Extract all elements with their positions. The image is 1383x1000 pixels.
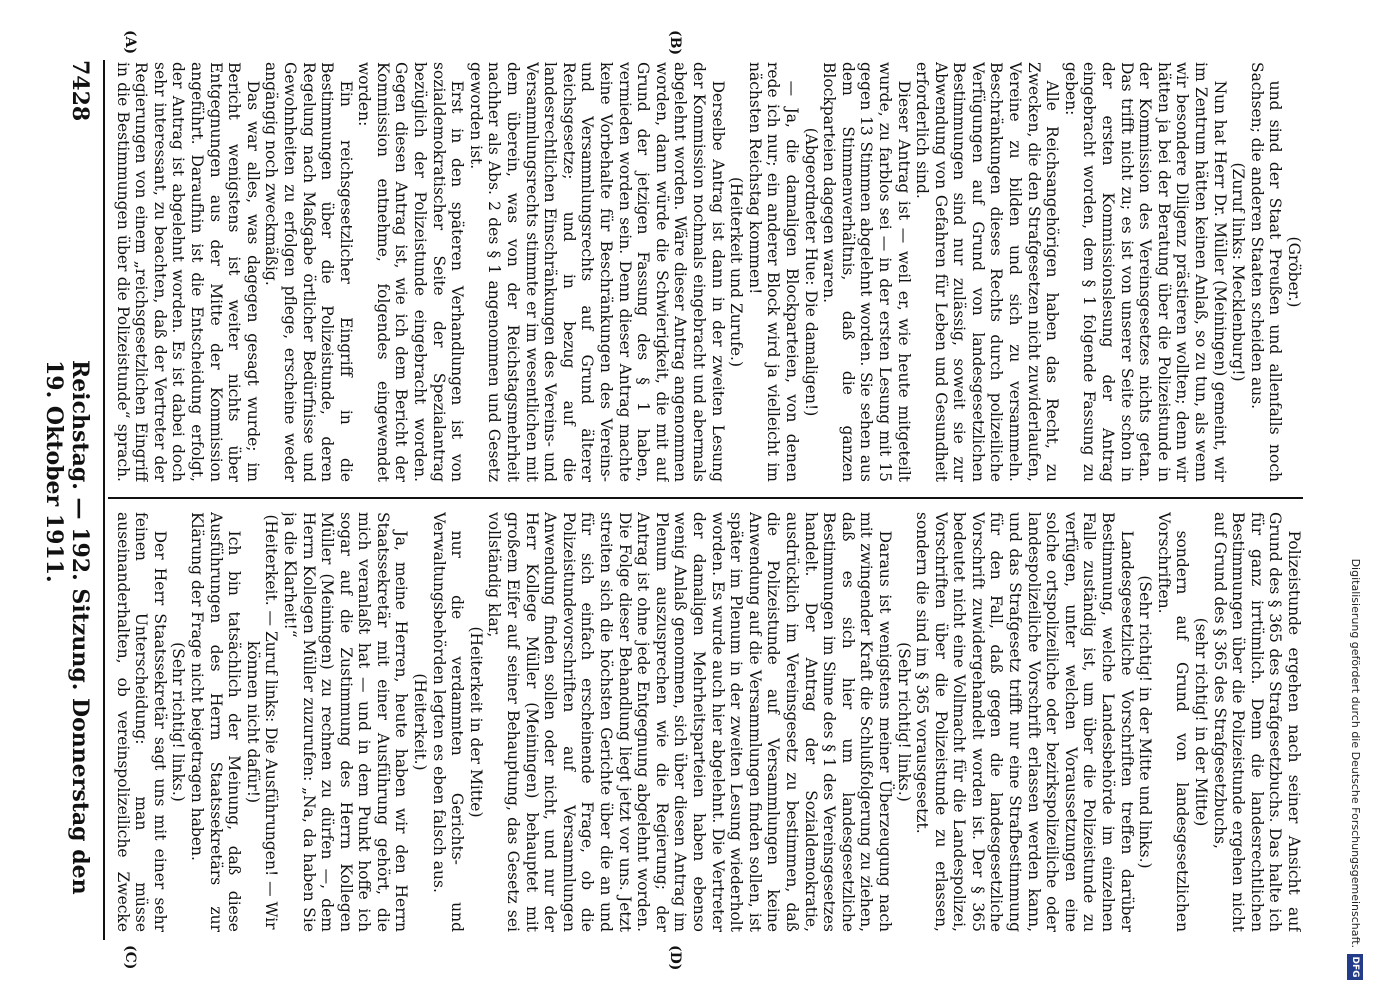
paragraph: — Ja, die damaligen Blockparteien, von denen rede ich nur; ein anderer Block wird ja vielleicht im nächsten Reichstag kommen! xyxy=(745,62,801,482)
paragraph: Ein reichsgesetzlicher Eingriff in die Bestimmungen über die Polizeistunde, deren Regelung nach Maßgabe örtlicher Bedürfnisse und Gewohnheiten zu erfolgen pflege, erscheine weder angängig noch zweckmäßig. xyxy=(262,62,355,482)
text-column-left xyxy=(113,62,1303,482)
paragraph: Nun hat Herr Dr. Müller (Meiningen) gemeint, wir im Zentrum hätten keinen Anlaß, so zu tun, als wenn wir besondere Diligenz prästieren wollten; denn wir hätten ja bei der Beratung über die Polizeistunde in der Kommission des Vereinsgesetzes nichts getan. Das trifft nicht zu; es ist von unserer Seite schon in der ersten Kommissionslesung der Antrag eingebracht worden, dem § 1 folgende Fassung zu geben: xyxy=(1061,62,1229,482)
margin-label-c: (C) xyxy=(122,945,138,970)
margin-label-d: (D) xyxy=(667,945,683,971)
paragraph: Ja, meine Herren, heute haben wir den Herrn Staatssekretär mit einer Ausführung gehört, die mich veranlaßt hat — und in dem Punkt hoffe ich sogar auf die Zustimmung des Herrn Kollegen Müller (Meiningen) zu rechnen zu dürfen —, dem Herrn Kollegen Müller zuzurufen: „Na, da haben Sie ja die Klarheit!“ xyxy=(280,512,411,932)
paragraph: Erst in den späteren Verhandlungen ist von sozialdemokratischer Seite der Spezialantrag bezüglich der Polizeistunde eingebracht worden. Gegen diesen Antrag ist, wie ich dem Bericht der Kommission entnehme, folgendes eingewendet worden: xyxy=(355,62,467,482)
paragraph: (Heiterkeit in der Mitte) xyxy=(466,626,485,818)
paragraph: (Heiterkeit.) xyxy=(411,673,430,771)
paragraph: (Abgeordneter Hue: Die damaligen!) xyxy=(801,127,820,417)
paragraph: Der Herr Staatssekretär sagt uns mit einer sehr feinen Unterscheidung: man müsse auseinanderhalten, ob vereinspolizeiliche Zwecke xyxy=(113,512,169,932)
paragraph: Derselbe Antrag ist dann in der zweiten Lesung der Kommission nochmals eingebracht und abermals abgelehnt worden. Wäre dieser Antrag angenommen worden, dann würde die Schwierigkeit, die mit auf Grund der jetzigen Fassung des § 1 haben, vermieden worden sein. Denn dieser Antrag machte keine Vorbehalte für Beschränkungen des Vereins- und Versammlungsrechts auf Grund älterer Reichsgesetze; und in bezug auf die landesrechtlichen Einschränkungen des Vereins- und Versammlungsrechts stimmte er im wesentlichen mit dem überein, was von der Reichstagsmehrheit nachher als Abs. 2 des § 1 angenommen und Gesetz geworden ist. xyxy=(466,62,727,482)
paragraph: (Heiterkeit und Zurufe.) xyxy=(727,176,746,368)
paragraph: nur die verdammten Gerichts- und Verwaltungsbehörden legten es eben falsch aus. xyxy=(429,512,467,932)
page-title: Reichstag. — 192. Sitzung. Donnerstag den 19. Oktober 1911. xyxy=(41,360,93,895)
paragraph: Das war alles, was dagegen gesagt wurde; im Bericht wenigstens ist weiter nichts über Entgegnungen aus der Mitte der Kommission angeführt. Daraufhin ist die Entscheidung erfolgt, der Antrag ist abgelehnt worden. Es ist dabei doch sehr interessant, zu beachten, daß der Vertreter der Regierungen von einem „reichsgesetzlichen Eingriff in die Bestimmungen über die Polizeistunde“ sprach. xyxy=(113,62,262,482)
paragraph: sondern auf Grund von landesgesetzlichen Vorschriften. xyxy=(1154,512,1192,932)
paragraph: (Sehr richtig! links.) xyxy=(894,642,913,802)
dfg-logo: DFG xyxy=(1347,954,1363,980)
paragraph: (sehr richtig! in der Mitte) xyxy=(1192,617,1211,827)
paragraph: (Heiterkeit. — Zuruf links: Die Ausführungen! — Wir können nicht dafür!) xyxy=(243,514,281,930)
paragraph: und sind der Staat Preußen und allenfalls noch Sachsen; die anderen Staaten scheiden aus. xyxy=(1247,62,1285,482)
paragraph: Dieser Antrag ist — weil er, wie heute mitgeteilt wurde, zu farblos sei — in der ersten Lesung mit 15 gegen 13 Stimmen abgelehnt worden. Sie sehen aus dem Stimmenverhältnis, daß die ganzen Blockparteien dagegen waren. xyxy=(820,62,913,482)
paragraph: Landesgesetzliche Vorschriften treffen darüber Bestimmung, welche Landesbehörde im einzelnen Falle zuständig ist, um über die Polizeistunde zu verfügen, unter welchen Voraussetzungen eine solche ortspolizeiliche oder bezirkspolizeiliche oder landespolizeiliche Vorschrift erlassen werden kann, und das Strafgesetz trifft nur eine Strafbestimmung für den Fall, daß gegen die landesgesetzliche Vorschrift zuwidergehandelt worden ist. Der § 365 bedeutet nicht eine Vollmacht für die Landespolizei, Vorschriften über die Polizeistunde zu erlassen, sondern die sind im § 365 vorausgesetzt. xyxy=(913,512,1136,932)
margin-label-b: (B) xyxy=(667,30,683,56)
margin-label-a: (A) xyxy=(122,30,138,55)
paragraph: Ich bin tatsächlich der Meinung, daß diese Ausführungen des Herrn Staatssekretärs zur Klärung der Frage nicht beigetragen haben. xyxy=(187,512,244,932)
paragraph: Daraus ist wenigstens meiner Überzeugung nach mit zwingender Kraft die Schlußfolgerung zu ziehen, daß es sich hier um landesgesetzliche Bestimmungen im Sinne des § 1 des Vereinsgesetzes handelt. Der Antrag der Sozialdemokratie, ausdrücklich im Vereinsgesetz zu bestimmen, daß die Polizeistunde auf Versammlungen keine Anwendung auf die Versammlungen finden sollen, ist später im Plenum in der zweiten Lesung wiederholt worden. Es wurde auch hier abgelehnt. Die Vertreter der damaligen Mehrheitsparteien haben ebenso wenig Anlaß genommen, sich über diesen Antrag im Plenum auszusprechen wie die Regierung; der Antrag ist ohne jede Entgegnung abgelehnt worden. Die Folge dieser Behandlung liegt jetzt vor uns. Jetzt streiten sich die höchsten Gerichte über die an und für sich einfach erscheinende Frage, ob die Polizeistundevorschriften auf Versammlungen Anwendung finden sollen oder nicht, und nur der Herr Kollege Müller (Meiningen) behauptet mit großem Eifer auf seiner Behauptung, das Gesetz sei vollständig klar, xyxy=(485,512,894,932)
page-header xyxy=(41,60,93,940)
footer xyxy=(1343,40,1363,980)
paragraph: Alle Reichsangehörigen haben das Recht, zu Zwecken, die den Strafgesetzen nicht zuwiderlaufen, Vereine zu bilden und sich zu versammeln. Beschränkungen dieses Rechts durch polizeiliche Verfügungen auf Grund von landesgesetzlichen Bestimmungen sind nur zulässig, soweit sie zur Abwendung von Gefahren für Leben und Gesundheit erforderlich sind. xyxy=(913,62,1062,482)
paragraph: (Sehr richtig! in der Mitte und links.) xyxy=(1136,575,1155,869)
text-column-right xyxy=(113,512,1303,932)
page-number: 7428 xyxy=(67,60,93,122)
paragraph: (Sehr richtig! links.) xyxy=(169,642,188,802)
paragraph: Polizeistunde ergehen nach seiner Ansicht auf Grund des § 365 des Strafgesetzbuchs. Das halte ich für ganz irrtümlich. Denn die landesrechtlichen Bestimmungen über die Polizeistunde ergehen nicht auf Grund des § 365 des Strafgesetzbuchs, xyxy=(1210,512,1303,932)
column-divider xyxy=(108,497,1303,499)
paragraph: (Zuruf links: Mecklenburg!) xyxy=(1229,162,1248,382)
paragraph: (Gröber.) xyxy=(1285,236,1303,308)
header-rule xyxy=(103,60,105,940)
footer-credit: Digitalisierung gefördert durch die Deutsche Forschungsgemeinschaft. xyxy=(1349,558,1362,948)
